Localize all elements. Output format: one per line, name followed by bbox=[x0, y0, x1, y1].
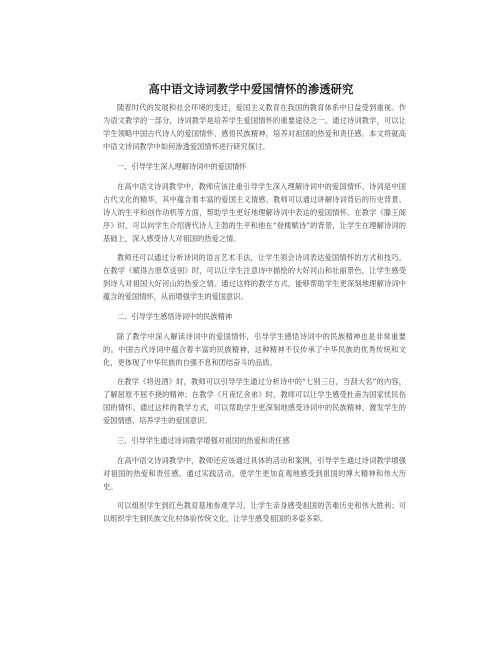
section-2-paragraph-1: 除了教学中深入解读诗词中的爱国情怀，引导学生感悟诗词中的民族精神也是非常重要的。中国古代诗词中蕴含着丰富的民族精神，这种精神不仅传承了中华民族的优秀传统和文化，更体现了中华民族的自强不息和团结奋斗的品质。 bbox=[103, 332, 406, 367]
document-title: 高中语文诗词教学中爱国情怀的渗透研究 bbox=[148, 83, 354, 96]
document-body bbox=[103, 101, 406, 525]
section-2-paragraph-2: 在教学《将进酒》时，教师可以引导学生通过分析诗中的“七别三日，当刮大名”的内容，了解屈原不屈不挠的精神；在教学《月夜忆舍弟》时，教师可以让学生感受杜甫为国家忧民伤国的情怀。通过这样的教学方式，可以帮助学生更深刻地感受诗词中的民族精神，激发学生的爱国情感，培养学生的爱国意识。 bbox=[103, 377, 406, 425]
intro-paragraph: 随着时代的发展和社会环境的变迁，爱国主义教育在我国的教育体系中日益受到重视。作为语文教学的一部分，诗词教学是培养学生爱国情怀的重要途径之一。通过诗词教学，可以让学生领略中国古代诗人的爱国情怀，感悟民族精神，培养对祖国的热爱和责任感。本文将就高中语文诗词教学中如何渗透爱国情怀进行研究探讨。 bbox=[103, 103, 406, 151]
section-2-heading: 二、引导学生感悟诗词中的民族精神 bbox=[117, 312, 233, 321]
section-3-paragraph-2: 可以组织学生到红色教育基地参观学习，让学生亲身感受祖国的苦难历史和伟大胜利；可以组织学生到民族文化村体验传统文化，让学生感受祖国的多姿多彩。 bbox=[103, 501, 406, 523]
section-1-paragraph-2: 教师还可以通过分析诗词的语言艺术手法，让学生领会诗词表达爱国情怀的方式和技巧。在教学《赋得古原草送别》时，可以让学生注意诗中描绘的大好河山和壮丽景色，让学生感受到诗人对祖国大好河山的热爱之情。通过这样的教学方式，能够帮助学生更深刻地理解诗词中蕴含的爱国情怀，从而增强学生的爱国意识。 bbox=[103, 253, 406, 301]
section-3-heading: 三、引导学生通过诗词教学增强对祖国的热爱和责任感 bbox=[117, 436, 290, 445]
section-3-paragraph-1: 在高中语文诗词教学中，教师还应该通过具体的活动和案例，引导学生通过诗词教学增强对祖国的热爱和责任感。通过实践活动，使学生更加直观地感受到祖国的博大精神和伟大历史。 bbox=[103, 456, 406, 491]
section-1-heading: 一、引导学生深入理解诗词中的爱国情怀 bbox=[117, 162, 247, 171]
section-1-paragraph-1: 在高中语文诗词教学中，教师应该注重引导学生深入理解诗词中的爱国情怀。诗词是中国古代文化的精华，其中蕴含着丰富的爱国主义情感。教师可以通过讲解诗词背后的历史背景、诗人的生平和创作动机等方面，帮助学生更好地理解诗词中表达的爱国情怀。在教学《滕王阁序》时，可以向学生介绍唐代诗人王勃的生平和他在“登楼赋诗”的背景，让学生在理解诗词的基础上，深入感受诗人对祖国的热爱之情。 bbox=[103, 182, 406, 243]
